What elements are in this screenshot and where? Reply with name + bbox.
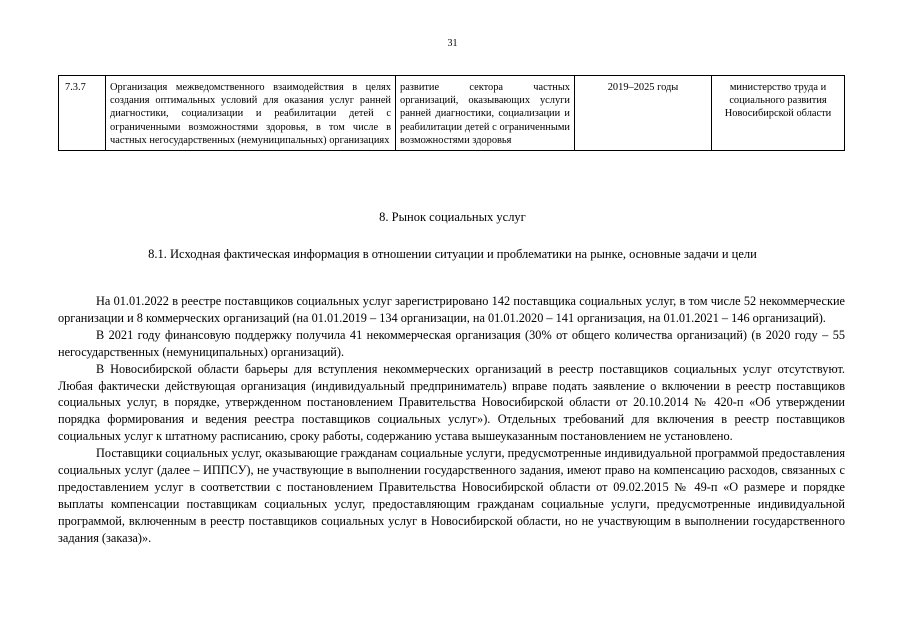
section-title: 8. Рынок социальных услуг [379,210,526,224]
paragraph: В Новосибирской области барьеры для вступления некоммерческих организаций в реестр поставщиков социальных услуг отсутствуют. Любая фактически действующая организация (индивидуальный предприниматель) вправе подать заявление о включении в реестр поставщиков социальных услуг, в порядке, утвержденном постановлением Правительства Новосибирской области от 20.10.2014 № 420-п «Об утверждении порядка формирования и ведения реестра поставщиков социальных услуг»). Отдельных требований для включения в реестр поставщиков социальных услуг к штатному расписанию, сроку работы, содержанию устава вышеуказанным постановлением не установлено. [58,361,845,444]
row-number-cell: 7.3.7 [59,76,106,151]
period-cell: 2019–2025 годы [575,76,712,151]
result-cell: развитие сектора частных организаций, оказывающих услуги ранней диагностики, социализации и реабилитации детей с ограниченными возможностями здоровья [396,76,575,151]
body-text [58,293,845,547]
responsible-cell: министерство труда и социального развития Новосибирской области [712,76,845,151]
measures-table [58,75,845,151]
paragraph: В 2021 году финансовую поддержку получила 41 некоммерческая организация (30% от общего количества организаций) (в 2020 году – 55 негосударственных (немуниципальных) организаций). [58,327,845,359]
paragraph: На 01.01.2022 в реестре поставщиков социальных услуг зарегистрировано 142 поставщика социальных услуг, в том числе 52 некоммерческие организации и 8 коммерческих организаций (на 01.01.2019 – 134 организации, на 01.01.2020 – 141 организация, на 01.01.2021 – 146 организаций). [58,294,845,325]
table-row [59,76,845,151]
measure-cell: Организация межведомственного взаимодействия в целях создания оптимальных условий для оказания услуг ранней диагностики, социализации и реабилитации детей с ограниченными возможностями здоровья, в том числе в частных негосударственных (немуниципальных) организациях [106,76,396,151]
subsection-title: 8.1. Исходная фактическая информация в отношении ситуации и проблематики на рынке, основные задачи и цели [148,247,757,261]
page-number: 31 [447,38,458,49]
paragraph: Поставщики социальных услуг, оказывающие гражданам социальные услуги, предусмотренные индивидуальной программой предоставления социальных услуг (далее – ИППСУ), не участвующие в выполнении государственного задания, имеют право на компенсацию расходов, связанных с предоставлением услуг в соответствии с постановлением Правительства Новосибирской области от 09.02.2015 № 49-п «О размере и порядке выплаты компенсации поставщикам социальных услуг, предоставляющим гражданам социальные услуги, предусмотренные индивидуальной программой, включенным в реестр поставщиков социальных услуг в Новосибирской области, но не участвующим в выполнении государственного задания (заказа)». [58,446,845,545]
